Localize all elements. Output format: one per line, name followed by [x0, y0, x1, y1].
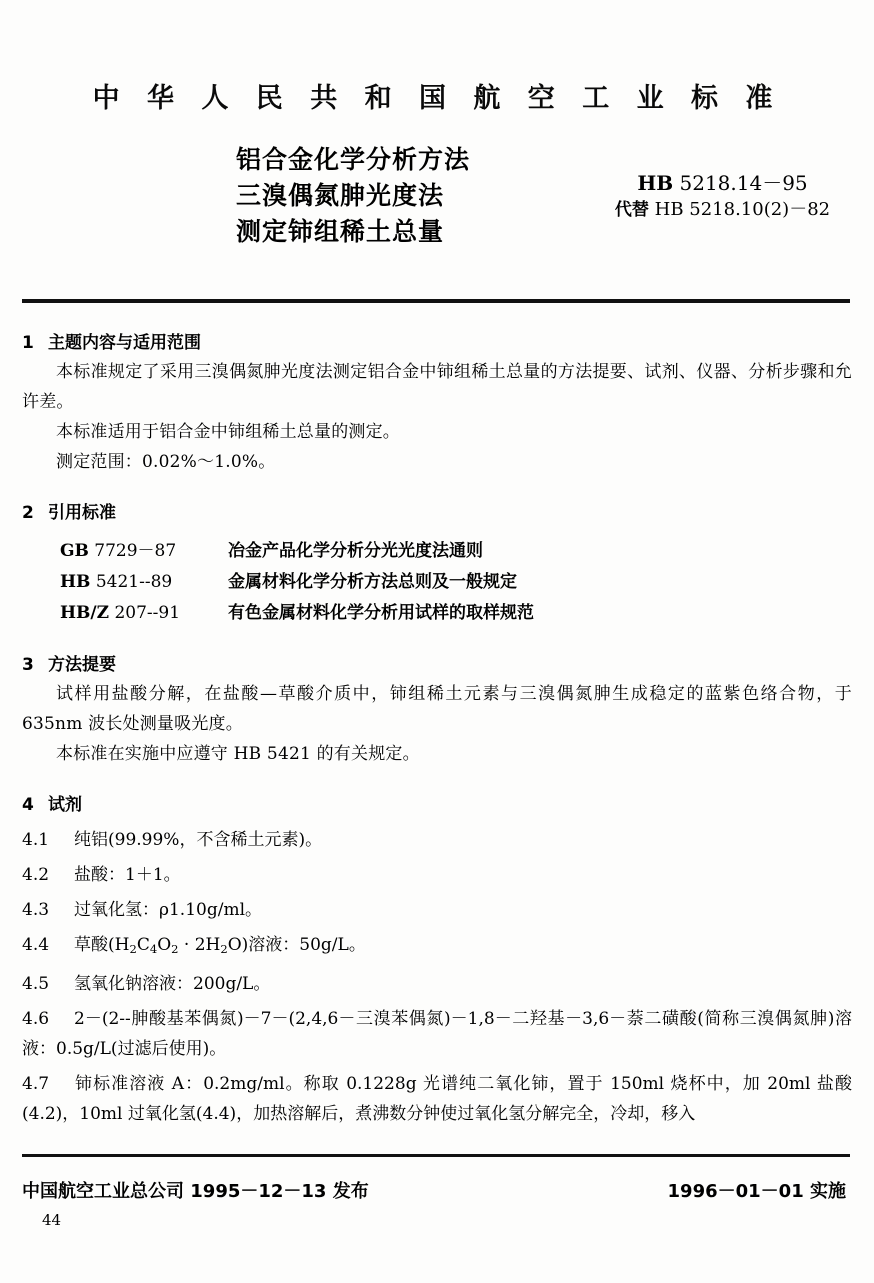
list-item: [22, 969, 852, 999]
reagent-item-text: 纯铝(99.99%，不含稀土元素)。: [74, 830, 323, 850]
title-line-2: 三溴偶氮胂光度法: [236, 181, 445, 210]
reference-code: [60, 598, 228, 629]
section-4-title: 试剂: [48, 795, 82, 815]
reagent-item-number: 4.6: [22, 1009, 50, 1030]
effective-date: 1996－01－01 实施: [667, 1181, 846, 1202]
standard-number: [585, 170, 860, 197]
reference-code-rest: 207--91: [109, 603, 181, 623]
title-line-3: 测定铈组稀土总量: [236, 217, 445, 246]
national-standard-heading: 中 华 人 民 共 和 国 航 空 工 业 标 准: [92, 83, 782, 114]
reagent-item-text: 2－(2--胂酸基苯偶氮)－7－(2,4,6－三溴苯偶氮)－1,8－二羟基－3,6－萘二磺酸(简称三溴偶氮胂)溶液：0.5g/L(过滤后使用)。: [22, 1009, 852, 1060]
section-heading-1: [22, 328, 852, 353]
standard-number-value: 5218.14－95: [679, 171, 808, 195]
section-2-title: 引用标准: [48, 503, 116, 523]
standard-replaces: [585, 197, 860, 223]
reference-code-prefix: GB: [60, 541, 89, 561]
reagent-item-text: 过氧化氢：ρ1.10g/ml。: [74, 900, 263, 920]
referenced-standards-list: [22, 536, 852, 629]
standard-title: [236, 142, 566, 250]
reagent-item-number: 4.4: [22, 935, 50, 955]
section-2-number: 2: [22, 503, 34, 523]
section-heading-3: [22, 650, 852, 675]
section-1-paragraph-3: 测定范围：0.02%～1.0%。: [56, 452, 276, 472]
header-divider-rule: [22, 299, 850, 303]
title-line-1: 铝合金化学分析方法: [236, 145, 471, 174]
reference-code: [60, 567, 228, 598]
reagent-item-number: 4.2: [22, 865, 50, 885]
page-number: 44: [42, 1211, 62, 1229]
list-item: [22, 1004, 852, 1064]
document-footer: [22, 1177, 852, 1203]
document-body: [22, 328, 852, 1134]
reference-title: 冶金产品化学分析分光光度法通则: [228, 541, 483, 561]
list-item: [22, 930, 852, 964]
section-4-number: 4: [22, 795, 34, 815]
replaces-value: HB 5218.10(2)－82: [654, 199, 831, 220]
reagent-item-text: 草酸$(H_2C_4O_2 \cdot 2H_2O)$溶液：50g/L。: [74, 935, 366, 957]
issuer-and-release-date: 中国航空工业总公司 1995－12－13 发布: [22, 1181, 369, 1202]
reference-code-rest: 5421--89: [90, 572, 173, 592]
section-1-title: 主题内容与适用范围: [48, 333, 201, 353]
document-header: [0, 76, 874, 115]
reference-title: 有色金属材料化学分析用试样的取样规范: [228, 603, 534, 623]
reference-code-prefix: HB: [60, 572, 91, 592]
reagent-item-text: 铈标准溶液 A：0.2mg/ml。称取 0.1228g 光谱纯二氧化铈，置于 150ml 烧杯中，加 20ml 盐酸(4.2)，10ml 过氧化氢(4.4)，加热溶解后，煮沸数分钟使过氧化氢分解完全，冷却，移入: [22, 1074, 852, 1125]
reference-title: 金属材料化学分析方法总则及一般规定: [228, 572, 517, 592]
reagent-item-number: 4.7: [22, 1074, 50, 1095]
list-item: [22, 825, 852, 855]
list-item: [22, 895, 852, 925]
replaces-label: 代替: [614, 200, 649, 220]
section-heading-2: [22, 498, 852, 523]
section-3-paragraph-2: 本标准在实施中应遵守 HB 5421 的有关规定。: [56, 744, 420, 764]
list-item: [22, 1069, 852, 1129]
section-1-paragraph-1: 本标准规定了采用三溴偶氮胂光度法测定铝合金中铈组稀土总量的方法提要、试剂、仪器、分析步骤和允许差。: [22, 362, 852, 412]
title-block: [0, 142, 874, 272]
reagent-item-number: 4.1: [22, 830, 50, 850]
reference-code-rest: 7729－87: [88, 541, 177, 561]
standard-number-prefix: HB: [637, 171, 674, 195]
reagent-item-number: 4.3: [22, 900, 50, 920]
reagent-item-text: 盐酸：1＋1。: [74, 865, 181, 885]
reagent-item-text: 氢氧化钠溶液：200g/L。: [74, 974, 271, 995]
section-heading-4: [22, 790, 852, 815]
reference-code-prefix: HB/Z: [60, 603, 110, 623]
list-item: [22, 598, 852, 629]
section-3-number: 3: [22, 655, 34, 675]
footer-divider-rule: [22, 1154, 850, 1157]
list-item: [22, 567, 852, 598]
list-item: [22, 536, 852, 567]
reagent-items-list: [22, 825, 852, 1129]
reference-code: [60, 536, 228, 567]
section-1-paragraph-2: 本标准适用于铝合金中铈组稀土总量的测定。: [56, 422, 400, 442]
standard-identifier-block: [585, 170, 860, 223]
section-3-paragraph-1: 试样用盐酸分解，在盐酸—草酸介质中，铈组稀土元素与三溴偶氮胂生成稳定的蓝紫色络合物，于 635nm 波长处测量吸光度。: [22, 684, 852, 734]
section-3-title: 方法提要: [48, 655, 116, 675]
section-1-number: 1: [22, 333, 34, 353]
list-item: [22, 860, 852, 890]
reagent-item-number: 4.5: [22, 974, 50, 995]
